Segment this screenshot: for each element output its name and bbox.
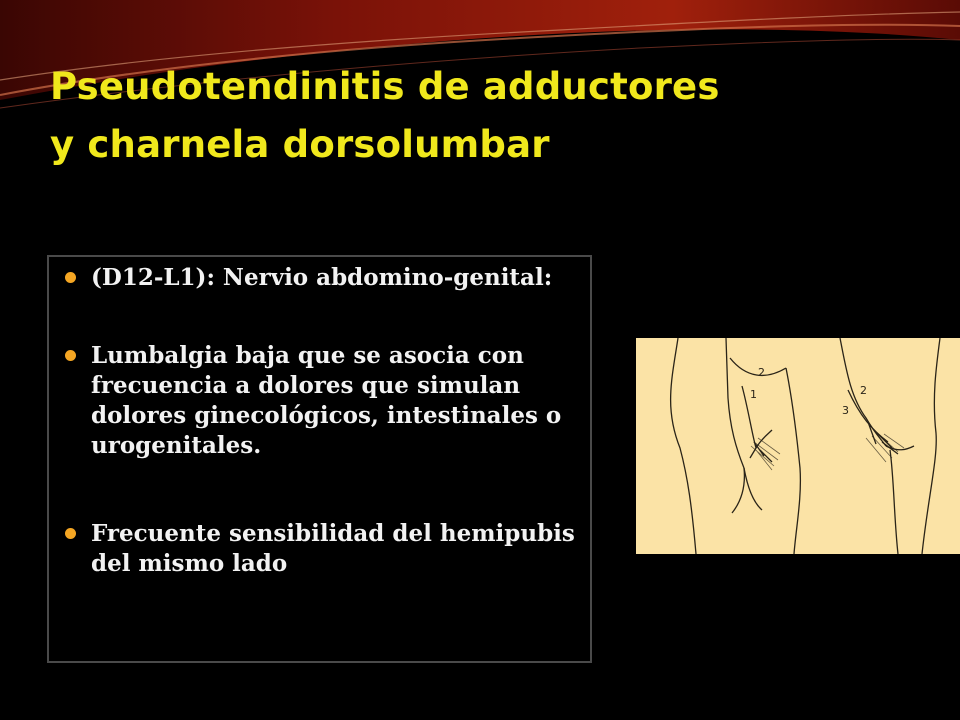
bullet-item xyxy=(63,263,583,293)
slide-title xyxy=(50,58,870,174)
figure-label: 3 xyxy=(842,404,849,417)
bullet-dot-icon xyxy=(65,272,76,283)
bullet-item xyxy=(63,341,583,461)
title-line-2: y charnela dorsolumbar xyxy=(50,123,550,166)
figure-label: 2 xyxy=(758,366,765,379)
figure-label: 2 xyxy=(860,384,867,397)
bullet-text: Frecuente sensibilidad del hemipubis del mismo lado xyxy=(91,520,575,577)
bullet-dot-icon xyxy=(65,528,76,539)
bullet-list xyxy=(63,263,583,579)
content-box xyxy=(47,255,592,663)
figure-label: 1 xyxy=(750,388,757,401)
bullet-item xyxy=(63,519,583,579)
bullet-text: Lumbalgia baja que se asocia con frecuencia a dolores que simulan dolores ginecológicos, intestinales o urogenitales. xyxy=(91,342,562,459)
anatomy-nerve-illustration-icon xyxy=(636,338,960,554)
bullet-text: (D12-L1): Nervio abdomino-genital: xyxy=(91,264,553,291)
anatomy-figure xyxy=(636,338,960,554)
bullet-dot-icon xyxy=(65,350,76,361)
title-line-1: Pseudotendinitis de adductores xyxy=(50,65,720,108)
